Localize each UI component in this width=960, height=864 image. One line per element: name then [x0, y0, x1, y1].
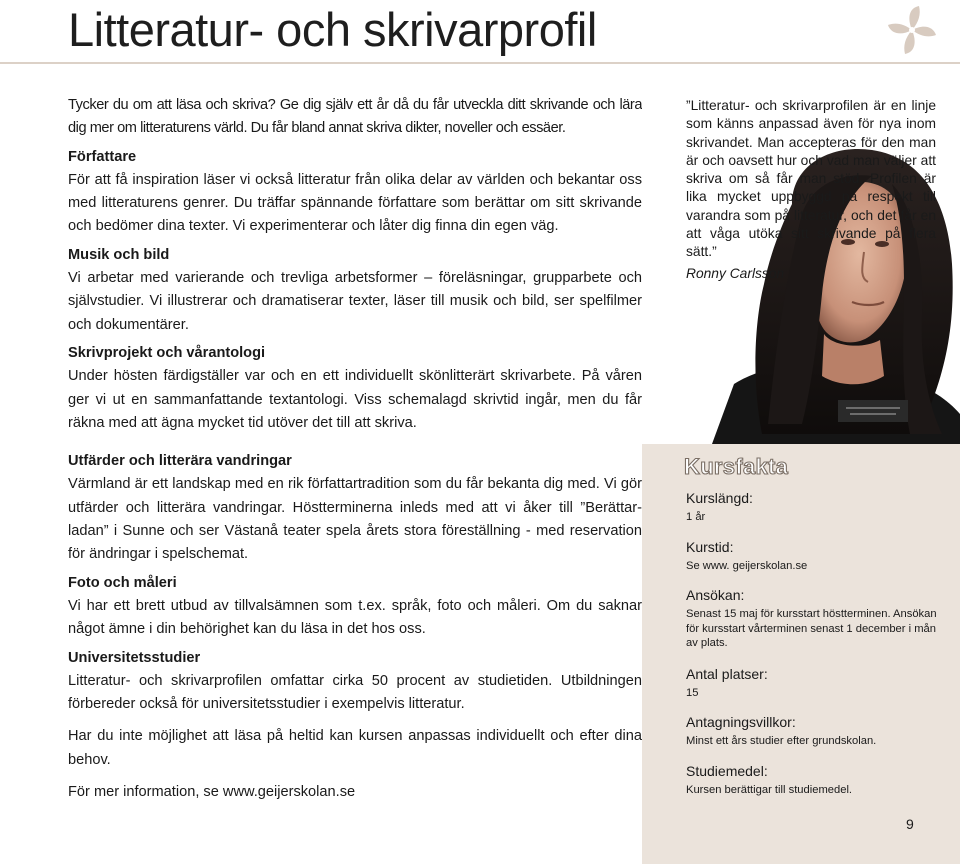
quote-text: ”Litteratur- och skrivarprofilen är en linje som känns anpassad även för nya inom skrivandet. Man accepteras för den man är och oavsett hur och vad man väljer att skriva om så får man stöd. Profilen är lika mycket uppbyggd på respekt till varandra som på litteratur, och det får en att våga utöka sitt skrivande på flera sätt.” [686, 98, 936, 260]
fact-value: Minst ett års studier efter grundskolan. [686, 735, 877, 747]
quote-author: Ronny Carlsson [686, 265, 785, 281]
course-facts-title: Kursfakta [684, 454, 789, 479]
fact-item [686, 539, 946, 574]
fact-item [686, 714, 946, 749]
section-body: Vi arbetar med varierande och trevliga arbetsformer – föreläsningar, grupparbete och självstudier. Vi illustrerar och dramatiserar texter, läser till musik och bild, ser spelfilmer och dokumentärer. [68, 270, 642, 333]
part-time-paragraph: Har du inte möjlighet att läsa på heltid kan kursen anpassas individuellt och efter dina behov. [68, 728, 642, 768]
section-body: Under hösten färdigställer var och en ett individuellt skönlitterärt skrivarbete. På våren ger vi ut en sammanfattande textantologi. Viss schemalagd skrivtid ingår, men du får räkna med att ägna mycket tid utöver det till att skriva. [68, 368, 642, 431]
student-quote [686, 97, 936, 283]
portrait-photo [642, 84, 960, 444]
section-body: Vi har ett brett utbud av tillvalsämnen som t.ex. språk, foto och måleri. Om du saknar något ämne i din behörighet kan du läsa in det hos oss. [68, 597, 642, 638]
fact-label: Kurslängd: [686, 490, 753, 506]
fact-value: Se www. geijerskolan.se [686, 560, 808, 572]
main-column [68, 94, 642, 804]
course-facts-box [642, 444, 960, 864]
fact-item [686, 490, 946, 525]
fact-item [686, 666, 946, 701]
pinwheel-logo-icon [883, 2, 941, 58]
section-body: Värmland är ett landskap med en rik författartradition som du får bekanta dig med. Vi gör utfärder och litterära vandringar. Höstterminerna inleds med att vi åker till ”Berättar-ladan” i Sunne och ser Västanå teater spela årets stora föreställning - med reservation för ändringar i spelschemat. [68, 476, 642, 563]
section-heading: Skrivprojekt och vårantologi [68, 344, 266, 361]
fact-value: 1 år [686, 511, 706, 523]
section-heading: Utfärder och litterära vandringar [68, 453, 292, 470]
fact-label: Antal platser: [686, 666, 768, 682]
fact-label: Ansökan: [686, 587, 745, 603]
section-body: För att få inspiration läser vi också litteratur från olika delar av världen och bekantar oss med litteraturens genrer. Du träffar spännande författare som berättar om sitt skrivande och bedömer dina texter. Vi experimenterar och låter dig finna din egen väg. [68, 171, 642, 235]
section-heading: Universitetsstudier [68, 649, 201, 666]
title-divider [0, 62, 960, 64]
section-heading: Foto och måleri [68, 574, 177, 591]
section-body: Litteratur- och skrivarprofilen omfattar cirka 50 procent av studietiden. Utbildningen förbereder också för universitetsstudier i exempelvis litteratur. [68, 672, 642, 713]
page-number: 9 [906, 816, 914, 832]
fact-item [686, 587, 946, 651]
section-heading: Författare [68, 148, 137, 165]
fact-item [686, 763, 946, 798]
fact-value: Senast 15 maj för kursstart höstterminen. Ansökan för kursstart vårterminen senast 1 december i mån av plats. [686, 608, 937, 649]
fact-value: Kursen berättigar till studiemedel. [686, 784, 853, 796]
fact-label: Studiemedel: [686, 763, 768, 779]
fact-value: 15 [686, 687, 699, 699]
more-info-paragraph: För mer information, se www.geijerskolan.se [68, 784, 356, 801]
sidebar [642, 84, 960, 844]
section-heading: Musik och bild [68, 246, 170, 263]
intro-paragraph: Tycker du om att läsa och skriva? Ge dig själv ett år då du får utveckla ditt skrivande och lära dig mer om litteraturens värld. Du får bland annat skriva dikter, noveller och essäer. [68, 97, 642, 137]
fact-label: Kurstid: [686, 539, 734, 555]
page-title: Litteratur- och skrivarprofil [68, 3, 597, 56]
fact-label: Antagningsvillkor: [686, 714, 796, 730]
